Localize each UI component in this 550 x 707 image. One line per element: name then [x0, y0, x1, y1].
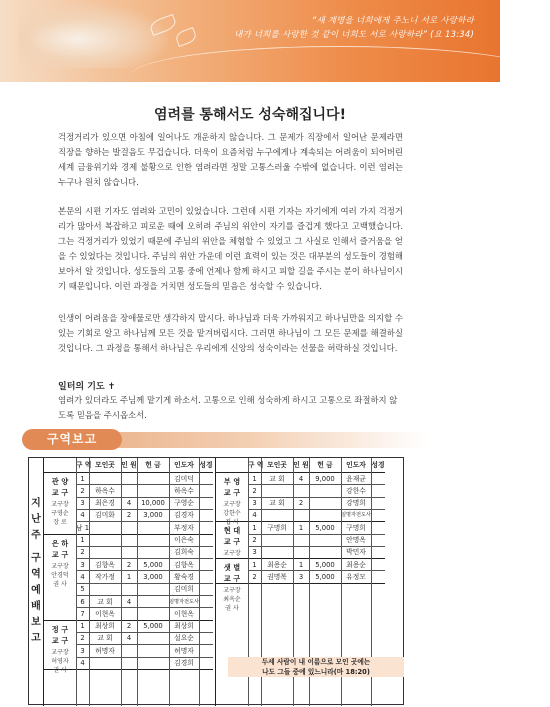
table-cell: 허명자 [95, 646, 115, 655]
table-cell: 4 [80, 659, 85, 667]
district-leader: 권 사 [53, 666, 67, 674]
district-leader: 교구장 [223, 587, 241, 595]
table-cell [121, 645, 137, 657]
table-cell [89, 546, 121, 558]
section-title: 구역보고 [22, 429, 122, 450]
table-cell: 3,000 [143, 572, 163, 581]
table-cell: 구명희 [346, 523, 366, 532]
group-divider [216, 583, 385, 584]
table-cell [121, 657, 137, 669]
table-cell: 5,000 [315, 572, 335, 581]
table-cell: 허명자 [174, 646, 194, 655]
table-cell [199, 509, 213, 521]
table-cell: 5,000 [315, 560, 335, 569]
table-cell [121, 546, 137, 558]
row-divider [76, 546, 213, 547]
table-cell: 하옥수 [174, 486, 194, 495]
article-paragraph: 본문의 시편 기자도 염려와 고민이 있었습니다. 그런데 시편 기자는 자기에게 여러 가지 걱정거리가 많아서 복잡하고 피로운 때에 오히려 주님의 위안이 자기를 즐겁게 했다고 고백했습니다. 그는 걱정거리가 있었기 때문에 주님의 위안을 체험할 수 있었고 그 사실로 인해서 즐거움을 얻을 수 있었다는 것입니다. 주님의 위안 가운데 이런 효력이 있는 것은 대부분의 성도들이 경험해 보아서 알 것입니다. 성도들의 고통 중에 언제나 함께 하시고 피할 길을 주시는 분이 하나님이시기 때문입니다. 이런 과정을 거치면 성도들의 믿음은 성숙할 수 있습니다. [58, 206, 403, 291]
table-cell [89, 534, 121, 546]
notice-box [228, 657, 404, 677]
table-cell: 윤재균 [346, 474, 366, 483]
row-divider [76, 632, 213, 633]
row-divider [76, 595, 213, 596]
table-cell: 구영순 [174, 499, 194, 508]
table-cell [261, 485, 293, 497]
table-cell [199, 608, 213, 620]
table-cell: 유정모 [346, 572, 366, 581]
table-cell: 김경희 [174, 659, 194, 667]
table-header-cell: 인도자 [346, 461, 366, 469]
district-name: 샛 별 [223, 563, 241, 573]
table-header-cell: 인도자 [174, 461, 194, 469]
table-cell: 1 [80, 622, 85, 631]
table-cell: 6 [80, 597, 85, 606]
table-cell [199, 596, 213, 608]
table-cell: 황숙경 [174, 572, 194, 581]
table-cell: 안명옥 [346, 536, 366, 544]
week-label-char: 난 [31, 514, 41, 525]
table-cell: 2 [298, 499, 304, 508]
table-cell [371, 546, 385, 558]
table-cell [89, 473, 121, 485]
table-cell [293, 546, 309, 558]
table-cell: 2 [252, 486, 257, 495]
row-divider [76, 644, 213, 645]
district-name: 교 구 [223, 537, 241, 547]
table-cell: 최은경 [95, 499, 115, 508]
table-cell [199, 645, 213, 657]
table-cell: 이현옥 [174, 609, 194, 618]
table-cell [137, 522, 169, 534]
notice-line: 나도 그들 중에 있느니라(마 18:20) [262, 668, 370, 676]
table-cell [137, 485, 169, 497]
article-title: 염려를 통해서도 성숙해집니다! [154, 107, 346, 123]
district-name: 부 영 [223, 477, 241, 486]
district-name: 은 하 [51, 538, 69, 548]
report-label-char: 구 [31, 553, 41, 564]
table-cell: 4 [126, 499, 132, 508]
table-header-cell: 모인곳 [267, 461, 287, 469]
table-cell [293, 485, 309, 497]
table-cell: 최상희 [174, 622, 194, 631]
table-header-cell: 성경 [371, 461, 385, 469]
table-cell: 1 [298, 523, 304, 532]
table-cell: 강한수 [346, 486, 366, 495]
table-cell: 2 [252, 572, 257, 581]
table-cell [137, 534, 169, 546]
table-cell: 4 [126, 634, 132, 643]
table-cell: 3 [80, 560, 85, 569]
district-leader: 집 사 [225, 519, 239, 526]
table-cell: 4 [298, 474, 304, 483]
table-cell [261, 546, 293, 558]
table-cell: 남 1 [76, 523, 90, 532]
table-cell: 1 [252, 523, 257, 532]
table-cell [89, 583, 121, 595]
row-divider [76, 484, 213, 485]
table-cell: 5 [80, 585, 85, 594]
prayer-text: 염려가 있더라도 주님께 맡기게 하소서. 고통으로 인해 성숙하게 하시고 고통으로 좌절하지 않도록 믿음을 주시옵소서. [58, 395, 398, 420]
table-cell: 교 회 [97, 634, 113, 643]
table-cell: 3 [252, 548, 257, 557]
district-name: 교 구 [51, 488, 69, 497]
district-name: 관 양 [51, 477, 69, 486]
table-cell [371, 571, 385, 583]
table-cell [137, 596, 169, 608]
table-cell: 2 [126, 511, 132, 520]
column-divider [169, 458, 170, 706]
table-cell: 2 [252, 536, 257, 544]
row-divider [248, 570, 385, 571]
table-cell: 김미덕 [174, 474, 194, 483]
table-header-cell: 헌 금 [317, 461, 333, 469]
table-header-cell: 모인곳 [95, 461, 115, 469]
table-cell [309, 534, 341, 546]
table-cell [309, 497, 341, 509]
table-cell: 권명복 [267, 572, 287, 581]
table-cell [371, 473, 385, 485]
table-cell: 3 [80, 499, 85, 508]
column-divider [121, 458, 122, 706]
report-label-char: 역 [31, 569, 41, 580]
table-cell [371, 509, 385, 521]
table-cell [199, 571, 213, 583]
table-cell [199, 559, 213, 571]
group-divider [44, 669, 213, 670]
table-cell: 5,000 [143, 622, 163, 631]
table-cell [121, 522, 137, 534]
district-name: 교 구 [223, 574, 241, 584]
column-divider [76, 458, 77, 706]
table-cell: 김미희 [174, 585, 194, 594]
notice-line: 두세 사람이 내 이름으로 모인 곳에는 [261, 658, 371, 666]
row-divider [248, 497, 385, 498]
table-cell [199, 522, 213, 534]
banner-verse-line: 내가 너희를 사랑한 것 같이 너희도 서로 사랑하라” (요 13:34) [234, 30, 474, 40]
table-cell [371, 534, 385, 546]
table-cell: 1 [252, 474, 257, 483]
table-cell [137, 657, 169, 669]
table-cell: 설요순 [174, 634, 194, 643]
table-cell [121, 534, 137, 546]
prayer-title: 일터의 기도 ✝ [58, 382, 116, 392]
table-cell [199, 546, 213, 558]
banner-verse-line: “새 계명을 너희에게 주노니 서로 사랑하라 [311, 16, 474, 26]
banner-photo [18, 4, 168, 68]
table-cell: 김향옥 [95, 560, 115, 569]
table-cell: 1 [80, 536, 85, 544]
table-cell: 1 [298, 560, 304, 569]
table-cell: 김향옥 [174, 560, 194, 569]
table-cell [261, 509, 293, 521]
district-leader: 교구장 [51, 562, 69, 570]
table-cell: 교 회 [269, 499, 285, 508]
row-divider [248, 484, 385, 485]
table-cell: 9,000 [315, 474, 335, 483]
table-cell: 4 [80, 572, 85, 581]
table-cell: 4 [80, 511, 85, 520]
table-cell [137, 546, 169, 558]
table-cell [371, 559, 385, 571]
table-cell: 부정자 [174, 523, 194, 532]
article-paragraph: 걱정거리가 있으면 아침에 일어나도 개운하지 않습니다. 그 문제가 직장에서 일어난 문제라면 직장을 향하는 발걸음도 무겁습니다. 더욱이 요즘처럼 누구에게나 계속되는 어려움이 되어버린 세계 금융위기와 경제 불황으로 인한 염려라면 정말 고통스러울 수밖에 없습니다. 이런 염려는 누구나 원치 않습니다. [58, 132, 403, 187]
header-banner [0, 0, 500, 82]
table-header-cell: 구 역 [76, 461, 92, 469]
report-label-char: 배 [31, 601, 41, 612]
table-cell: 최상희 [95, 622, 115, 631]
column-divider [89, 458, 90, 706]
article-paragraph: 인생이 어려움을 장애물로만 생각하지 맙시다. 하나님과 더욱 가까워지고 하나님만을 의지할 수 있는 기회로 알고 하나님께 모든 것을 맡겨버립시다. 그러면 하나님이 그 모든 문제를 해결하실 것입니다. 그 과정을 통해서 하나님은 우리에게 신앙의 성숙이라는 선물을 허락하실 것입니다. [58, 313, 403, 353]
table-cell [89, 522, 121, 534]
table-cell: 작가정 [95, 572, 115, 581]
table-cell: 4 [126, 597, 132, 606]
table-header-cell: 인 원 [293, 461, 309, 469]
row-divider [76, 521, 213, 522]
district-leader: 권 사 [225, 605, 239, 613]
table-cell: 김희숙 [174, 548, 194, 557]
table-cell [137, 645, 169, 657]
table-cell: 2 [80, 634, 85, 643]
table-cell [293, 509, 309, 521]
district-leader: 안경덕 [51, 571, 69, 579]
table-cell [293, 534, 309, 546]
table-cell [121, 583, 137, 595]
table-cell: 5,000 [143, 560, 163, 569]
week-label-char: 지 [31, 498, 41, 509]
table-cell: 2 [126, 560, 132, 569]
table-cell [137, 632, 169, 644]
report-label-char: 예 [31, 585, 41, 596]
table-cell [371, 485, 385, 497]
table-cell: 2 [126, 622, 132, 631]
table-cell: 임명자전도사 [341, 512, 372, 519]
table-cell: 이현옥 [95, 609, 115, 618]
table-cell: 교 회 [97, 597, 113, 606]
table-cell: 4 [252, 511, 257, 520]
report-label-char: 보 [31, 617, 41, 628]
table-cell [89, 657, 121, 669]
table-cell [199, 497, 213, 509]
row-divider [76, 570, 213, 571]
table-cell: 김미화 [95, 511, 115, 520]
district-leader: 최옥순 [223, 596, 241, 604]
district-leader: 장 로 [53, 519, 67, 526]
table-cell [199, 485, 213, 497]
table-cell [371, 497, 385, 509]
table-cell: 이은숙 [174, 536, 194, 544]
table-cell: 1 [80, 474, 85, 483]
table-cell: 임명자전도사 [169, 598, 200, 605]
table-cell: 박민자 [346, 548, 366, 557]
banner-verse [174, 14, 474, 42]
table-cell [199, 583, 213, 595]
row-divider [76, 583, 213, 584]
table-cell [199, 534, 213, 546]
table-header-cell: 성경 [199, 461, 213, 469]
table-cell: 5,000 [315, 523, 335, 532]
district-name: 정 구 [51, 624, 69, 634]
table-cell: 3 [80, 646, 85, 655]
table-cell: 구명희 [267, 523, 287, 532]
table-cell: 최용순 [267, 560, 287, 569]
report-label-char: 고 [31, 633, 41, 644]
table-cell: 3 [298, 572, 304, 581]
district-leader: 강한수 [223, 510, 241, 517]
row-divider [76, 509, 213, 510]
table-cell: 김경자 [174, 511, 194, 520]
table-header-cell: 인 원 [121, 461, 137, 469]
table-cell: 3 [252, 499, 257, 508]
table-cell: 하옥수 [95, 486, 115, 495]
row-divider [248, 509, 385, 510]
table-cell: 2 [80, 548, 85, 557]
table-cell [121, 608, 137, 620]
table-cell: 최용순 [346, 560, 366, 569]
table-cell [121, 485, 137, 497]
row-divider [248, 546, 385, 547]
table-cell [137, 473, 169, 485]
district-name: 교 구 [51, 635, 69, 645]
row-divider [76, 558, 213, 559]
table-cell: 1 [252, 560, 257, 569]
district-leader: 교구장 [223, 550, 241, 558]
table-cell: 교 회 [269, 474, 285, 483]
row-divider [76, 607, 213, 608]
table-cell: 강명희 [346, 499, 366, 508]
table-cell [309, 546, 341, 558]
column-divider [199, 458, 200, 706]
column-divider [137, 458, 138, 706]
district-leader: 교구장 [51, 501, 69, 508]
table-cell [199, 620, 213, 632]
week-label-char: 주 [31, 530, 41, 541]
table-cell [371, 522, 385, 534]
table-cell [199, 632, 213, 644]
row-divider [76, 657, 213, 658]
table-cell [137, 608, 169, 620]
district-leader: 교구장 [51, 648, 69, 656]
banner-decoration [130, 46, 550, 106]
district-leader: 허영자 [51, 657, 69, 665]
table-cell: 10,000 [141, 499, 165, 508]
district-leader: 교구장 [223, 501, 241, 508]
table-cell [309, 509, 341, 521]
district-name: 교 구 [51, 549, 69, 559]
district-name: 현 대 [223, 526, 241, 536]
table-cell [199, 473, 213, 485]
table-cell: 3,000 [143, 511, 163, 520]
district-leader: 권 사 [53, 580, 67, 588]
table-cell: 1 [126, 572, 132, 581]
table-cell [121, 473, 137, 485]
district-name: 교 구 [223, 488, 241, 497]
row-divider [248, 534, 385, 535]
table-cell [309, 485, 341, 497]
table-header-cell: 헌 금 [145, 461, 161, 469]
district-leader: 구영순 [51, 510, 69, 517]
table-cell: 7 [80, 609, 85, 618]
table-cell [137, 583, 169, 595]
row-divider [76, 497, 213, 498]
table-cell [261, 534, 293, 546]
table-cell: 2 [80, 486, 85, 495]
table-header-cell: 구 역 [248, 461, 264, 469]
table-cell [199, 657, 213, 669]
